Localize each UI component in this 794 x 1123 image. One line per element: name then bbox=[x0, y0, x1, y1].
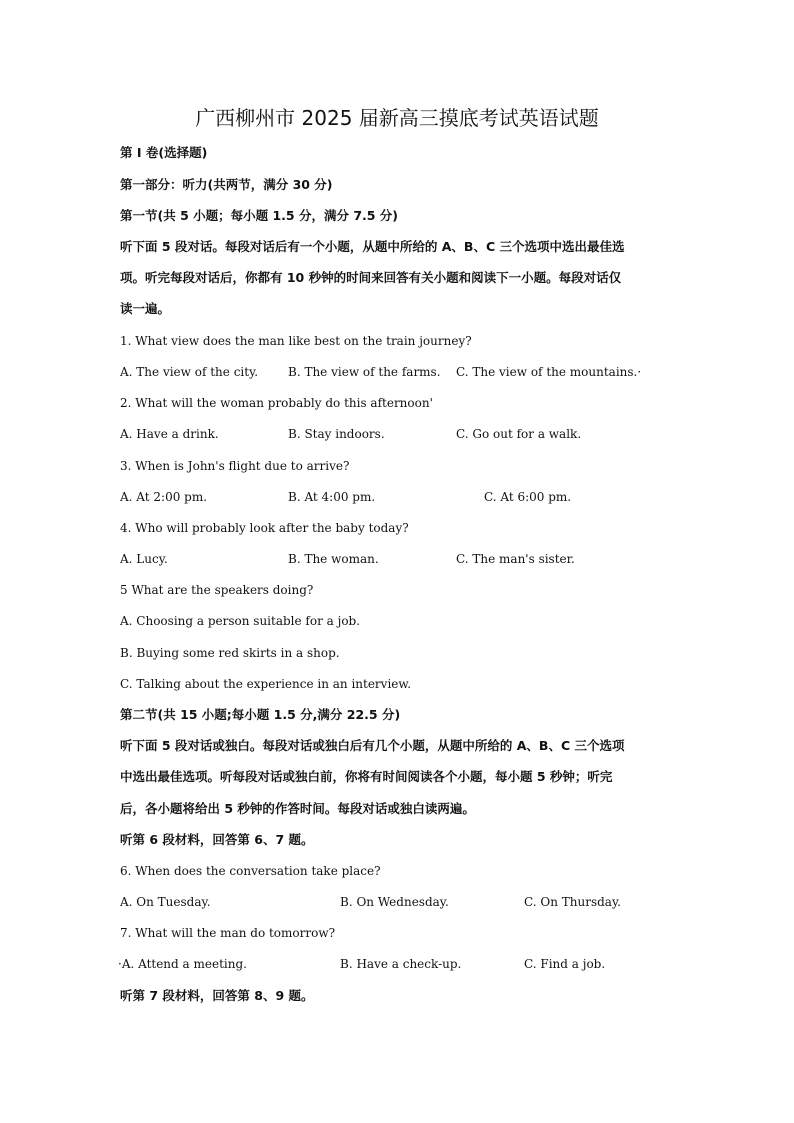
section1-instruction-line1: 听下面 5 段对话。每段对话后有一个小题，从题中所给的 A、B、C 三个选项中选出最佳选 bbox=[120, 239, 625, 254]
section2-instruction-line3: 后，各小题将给出 5 秒钟的作答时间。每段对话或独白读两遍。 bbox=[120, 801, 475, 816]
section2-heading: 第二节(共 15 小题;每小题 1.5 分,满分 22.5 分) bbox=[120, 707, 401, 722]
part1-heading: 第一部分：听力(共两节，满分 30 分) bbox=[120, 177, 333, 192]
section1-instruction-line3: 读一遍。 bbox=[120, 301, 171, 316]
q4-option-b: B. The woman. bbox=[288, 552, 379, 566]
page-title: 广西柳州市 2025 届新高三摸底考试英语试题 bbox=[195, 106, 599, 130]
q6-option-b: B. On Wednesday. bbox=[340, 895, 449, 909]
q6-option-c: C. On Thursday. bbox=[524, 895, 621, 909]
q7-option-b: B. Have a check-up. bbox=[340, 957, 462, 971]
q7-option-a: ·A. Attend a meeting. bbox=[118, 957, 247, 971]
section1-instruction-line2: 项。听完每段对话后，你都有 10 秒钟的时间来回答有关小题和阅读下一小题。每段对话仅 bbox=[120, 270, 622, 285]
question-3: 3. When is John's flight due to arrive? bbox=[120, 459, 350, 473]
q4-option-a: A. Lucy. bbox=[120, 552, 168, 566]
q1-option-c: C. The view of the mountains.· bbox=[456, 365, 642, 379]
section2-instruction-line1: 听下面 5 段对话或独白。每段对话或独白后有几个小题，从题中所给的 A、B、C 三个选项 bbox=[120, 738, 625, 753]
q5-option-c: C. Talking about the experience in an interview. bbox=[120, 677, 412, 691]
material-7-heading: 听第 7 段材料，回答第 8、9 题。 bbox=[120, 988, 314, 1003]
q3-option-b: B. At 4:00 pm. bbox=[288, 490, 376, 504]
q7-option-c: C. Find a job. bbox=[524, 957, 606, 971]
material-6-heading: 听第 6 段材料，回答第 6、7 题。 bbox=[120, 832, 314, 847]
question-7: 7. What will the man do tomorrow? bbox=[120, 926, 336, 940]
volume-heading: 第 I 卷(选择题) bbox=[120, 145, 208, 160]
question-2: 2. What will the woman probably do this afternoon' bbox=[120, 396, 433, 410]
question-1: 1. What view does the man like best on the train journey? bbox=[120, 334, 472, 348]
q1-option-a: A. The view of the city. bbox=[120, 365, 259, 379]
section1-heading: 第一节(共 5 小题；每小题 1.5 分，满分 7.5 分) bbox=[120, 208, 399, 223]
q1-option-b: B. The view of the farms. bbox=[288, 365, 441, 379]
q5-option-b: B. Buying some red skirts in a shop. bbox=[120, 646, 340, 660]
q3-option-c: C. At 6:00 pm. bbox=[484, 490, 572, 504]
q2-option-a: A. Have a drink. bbox=[120, 427, 219, 441]
question-6: 6. When does the conversation take place? bbox=[120, 864, 381, 878]
question-4: 4. Who will probably look after the baby today? bbox=[120, 521, 409, 535]
q2-option-b: B. Stay indoors. bbox=[288, 427, 385, 441]
q3-option-a: A. At 2:00 pm. bbox=[120, 490, 208, 504]
section2-instruction-line2: 中选出最佳选项。听每段对话或独白前，你将有时间阅读各个小题，每小题 5 秒钟；听完 bbox=[120, 769, 613, 784]
q5-option-a: A. Choosing a person suitable for a job. bbox=[120, 614, 361, 628]
q4-option-c: C. The man's sister. bbox=[456, 552, 575, 566]
q2-option-c: C. Go out for a walk. bbox=[456, 427, 582, 441]
q6-option-a: A. On Tuesday. bbox=[120, 895, 211, 909]
question-5: 5 What are the speakers doing? bbox=[120, 583, 314, 597]
